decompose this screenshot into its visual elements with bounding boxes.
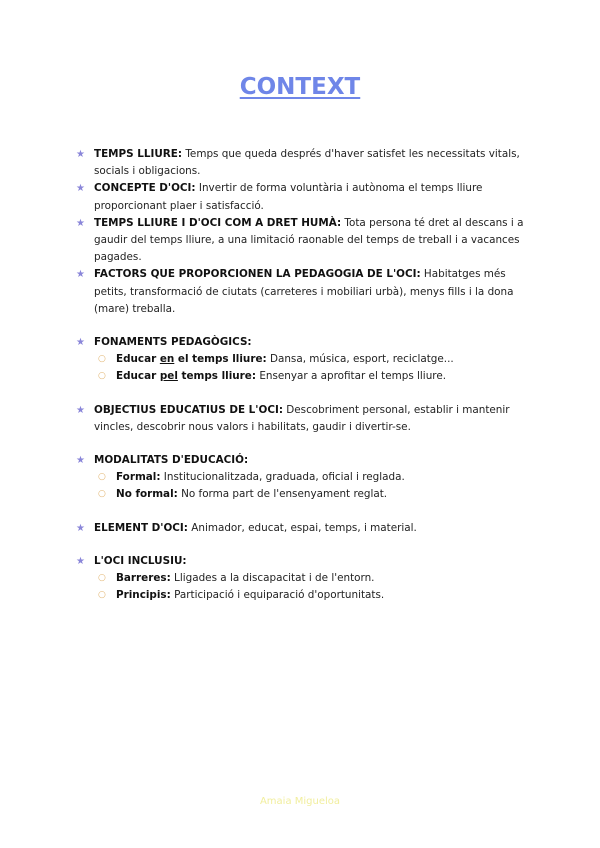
star-icon: ★ [76, 337, 85, 349]
sub-item-principis [76, 587, 526, 604]
circle-bullet-icon: ○ [98, 472, 106, 483]
star-icon: ★ [76, 183, 85, 195]
page-title: CONTEXT [239, 74, 361, 100]
list-item-dret-huma [76, 215, 526, 267]
sub-item-text: Institucionalitzada, graduada, oficial i reglada. [160, 471, 405, 484]
item-label: TEMPS LLIURE I D'OCI COM A DRET HUMÀ: [94, 216, 342, 229]
list-item-concepte-oci [76, 180, 526, 214]
sub-item-label [116, 370, 256, 382]
item-label: L'OCI INCLUSIU: [94, 554, 187, 567]
spacer [76, 436, 526, 452]
label-post: temps lliure: [177, 370, 257, 383]
item-label: CONCEPTE D'OCI: [94, 182, 196, 195]
star-icon: ★ [76, 522, 85, 534]
circle-bullet-icon: ○ [98, 489, 106, 500]
item-label: ELEMENT D'OCI: [94, 521, 188, 534]
sub-item-text: Ensenyar a aprofitar el temps lliure. [256, 370, 447, 383]
spacer [76, 504, 526, 520]
sub-item-label: Principis: [116, 589, 171, 602]
sub-item-barreres [76, 570, 526, 587]
sub-item-text: Lligades a la discapacitat i de l'entorn. [170, 572, 375, 585]
sub-item-no-formal [76, 486, 526, 503]
circle-bullet-icon: ○ [98, 354, 106, 365]
list-item-element [76, 520, 526, 537]
document-body [76, 146, 526, 604]
label-pre: Educar [116, 370, 160, 383]
sub-item-text: Dansa, música, esport, reciclatge... [266, 353, 454, 366]
list-item-temps-lliure [76, 146, 526, 180]
item-label: MODALITATS D'EDUCACIÓ: [94, 454, 249, 467]
sub-item-text: Participació i equiparació d'oportunitats. [170, 589, 385, 602]
spacer [76, 318, 526, 334]
item-text: Habitatges més petits, transformació de ciutats (carreteres i mobiliari urbà), menys fills i la dona (mare) treballa. [94, 268, 514, 315]
circle-bullet-icon: ○ [98, 371, 106, 382]
circle-bullet-icon: ○ [98, 573, 106, 584]
list-item-objectius [76, 402, 526, 436]
star-icon: ★ [76, 149, 85, 160]
sub-item-formal [76, 469, 526, 486]
spacer [76, 537, 526, 553]
star-icon: ★ [76, 455, 85, 467]
item-label: FACTORS QUE PROPORCIONEN LA PEDAGOGIA DE L'OCI: [94, 268, 421, 281]
label-post: el temps lliure: [174, 353, 267, 366]
sub-item-label: No formal: [116, 488, 178, 501]
star-icon: ★ [76, 217, 85, 229]
label-underlined: pel [159, 370, 178, 383]
star-icon: ★ [76, 404, 85, 416]
list-item-factors [76, 266, 526, 318]
star-icon: ★ [76, 269, 85, 281]
label-underlined: en [159, 353, 175, 366]
item-text: Tota persona té dret al descans i a gaudir del temps lliure, a una limitació raonable del temps de treball i a vacances pagades. [94, 216, 524, 264]
circle-bullet-icon: ○ [98, 590, 106, 601]
item-text: Descobriment personal, establir i mantenir vincles, descobrir nous valors i habilitats, gaudir i divertir-se. [94, 403, 510, 433]
item-text: Invertir de forma voluntària i autònoma el temps lliure proporcionant plaer i satisfacció. [94, 182, 483, 212]
label-pre: Educar [116, 353, 160, 366]
sub-item-educar-en [76, 351, 526, 368]
footer-author: Amaia Migueloa [259, 796, 341, 807]
list-item-fonaments [76, 334, 526, 351]
sub-item-label [116, 353, 267, 365]
item-text: Animador, educat, espai, temps, i material. [187, 521, 417, 534]
sub-item-educar-pel [76, 368, 526, 385]
sub-item-label: Formal: [116, 471, 161, 484]
list-item-modalitats [76, 452, 526, 469]
item-label: FONAMENTS PEDAGÒGICS: [94, 336, 252, 349]
sub-item-label: Barreres: [116, 572, 171, 585]
spacer [76, 386, 526, 402]
item-text: Temps que queda després d'haver satisfet les necessitats vitals, socials i obligacions. [94, 148, 520, 178]
item-label: TEMPS LLIURE: [94, 148, 183, 160]
item-label: OBJECTIUS EDUCATIUS DE L'OCI: [94, 403, 283, 416]
sub-item-text: No forma part de l'ensenyament reglat. [177, 488, 388, 501]
star-icon: ★ [76, 555, 85, 567]
list-item-inclusiu [76, 553, 526, 570]
